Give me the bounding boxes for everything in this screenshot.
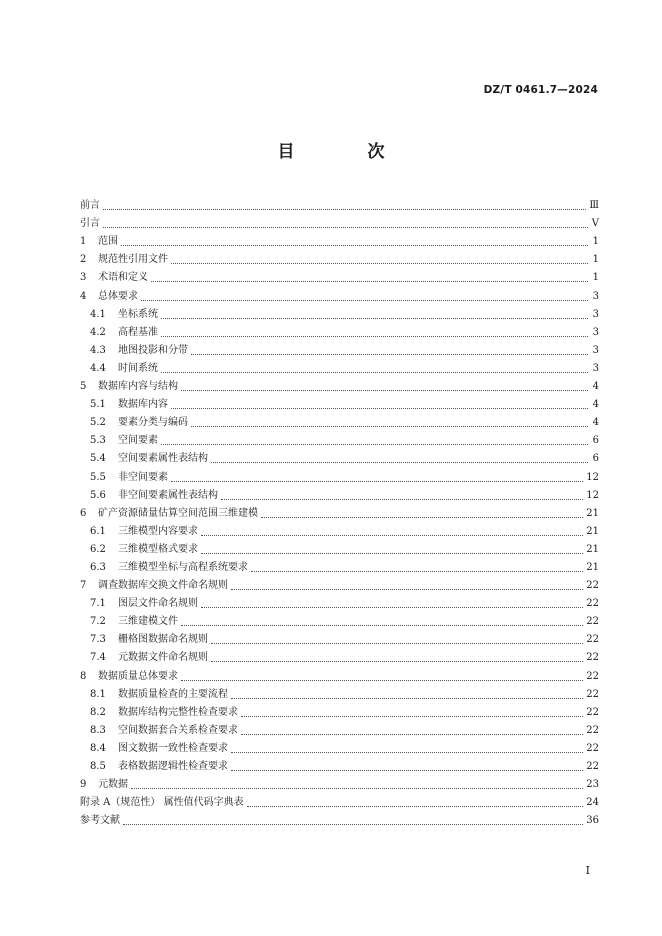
toc-entry-number: 6.1 — [90, 525, 106, 537]
dot-leader — [261, 517, 583, 518]
toc-entry-number: 7.1 — [90, 598, 106, 610]
toc-entry-number: 6.2 — [90, 543, 106, 555]
toc-entry-label: 栅格图数据命名规则 — [118, 634, 208, 646]
toc-entry-page: 12 — [586, 489, 599, 501]
toc-entry[interactable] — [80, 628, 599, 646]
toc-entry[interactable] — [80, 502, 599, 520]
toc-entry-number: 8.3 — [90, 724, 106, 736]
toc-entry-label: 参考文献 — [80, 815, 120, 827]
toc-entry-number: 1 — [80, 236, 87, 248]
dot-leader — [221, 499, 583, 500]
toc-entry-label: 引言 — [80, 218, 100, 230]
toc-entry-label: 坐标系统 — [118, 308, 158, 320]
toc-entry-number: 6 — [80, 507, 87, 519]
toc-entry-number: 8.4 — [90, 742, 106, 754]
toc-entry[interactable] — [80, 791, 599, 809]
toc-entry-page: 22 — [586, 598, 599, 610]
toc-entry-page: 3 — [592, 326, 599, 338]
toc-entry-page: 22 — [586, 580, 599, 592]
toc-entry[interactable] — [80, 321, 599, 339]
toc-entry-page: 1 — [592, 236, 599, 248]
dot-leader — [241, 716, 583, 717]
toc-entry[interactable] — [80, 357, 599, 375]
toc-entry-page: 3 — [592, 290, 599, 302]
dot-leader — [181, 680, 583, 681]
toc-entry-page: 4 — [592, 399, 599, 411]
toc-entry-number: 5.3 — [90, 435, 106, 447]
toc-entry-label: 矿产资源储量估算空间范围三维建模 — [98, 507, 258, 519]
toc-entry-number: 5.1 — [90, 399, 106, 411]
toc-entry-page: 21 — [586, 543, 599, 555]
toc-entry[interactable] — [80, 701, 599, 719]
dot-leader — [231, 770, 583, 771]
dot-leader — [103, 209, 586, 210]
toc-entry-label: 三维模型格式要求 — [118, 543, 198, 555]
toc-entry-page: 23 — [586, 779, 599, 791]
toc-entry[interactable] — [80, 393, 599, 411]
toc-entry-label: 图层文件命名规则 — [118, 598, 198, 610]
dot-leader — [211, 643, 583, 644]
toc-entry[interactable] — [80, 284, 599, 302]
dot-leader — [247, 806, 584, 807]
dot-leader — [231, 752, 583, 753]
toc-entry-number: 5.6 — [90, 489, 106, 501]
toc-entry-number: 7.2 — [90, 616, 106, 628]
toc-entry-page: 24 — [586, 797, 599, 809]
toc-entry-label: 空间数据套合关系检查要求 — [118, 724, 238, 736]
toc-entry-page: 3 — [592, 308, 599, 320]
toc-entry-label: 范围 — [98, 236, 118, 248]
toc-entry-number: 4.4 — [90, 362, 106, 374]
toc-entry[interactable] — [80, 592, 599, 610]
toc-entry-page: 22 — [586, 652, 599, 664]
toc-entry-label: 数据质量检查的主要流程 — [118, 688, 228, 700]
toc-entry-number: 9 — [80, 779, 87, 791]
toc-entry-label: 三维模型内容要求 — [118, 525, 198, 537]
dot-leader — [161, 444, 588, 445]
toc-entry[interactable] — [80, 212, 599, 230]
toc-entry-number: 5 — [80, 381, 87, 393]
toc-entry-page: 21 — [586, 561, 599, 573]
toc-entry-label: 三维模型坐标与高程系统要求 — [118, 561, 248, 573]
dot-leader — [181, 390, 588, 391]
toc-entry-page: 4 — [592, 417, 599, 429]
dot-leader — [231, 589, 583, 590]
toc-entry-number: 8.2 — [90, 706, 106, 718]
dot-leader — [171, 481, 583, 482]
dot-leader — [121, 245, 588, 246]
standard-code: DZ/T 0461.7—2024 — [483, 84, 598, 96]
toc-entry-page: 6 — [592, 435, 599, 447]
toc-entry[interactable] — [80, 556, 599, 574]
toc-entry-number: 4 — [80, 290, 87, 302]
toc-entry[interactable] — [80, 248, 599, 266]
dot-leader — [171, 263, 588, 264]
dot-leader — [191, 354, 588, 355]
toc-entry[interactable] — [80, 303, 599, 321]
toc-entry-label: 要素分类与编码 — [118, 417, 188, 429]
toc-entry-label: 时间系统 — [118, 362, 158, 374]
toc-entry-label: 空间要素 — [118, 435, 158, 447]
toc-entry-label: 规范性引用文件 — [98, 254, 168, 266]
toc-entry[interactable] — [80, 230, 599, 248]
toc-entry-number: 5.4 — [90, 453, 106, 465]
toc-entry-label: 总体要求 — [98, 290, 138, 302]
toc-entry-page: 1 — [592, 254, 599, 266]
toc-entry-label: 数据库结构完整性检查要求 — [118, 706, 238, 718]
toc-entry-number: 7.4 — [90, 652, 106, 664]
toc-entry[interactable] — [80, 773, 599, 791]
toc-entry-label: 高程基准 — [118, 326, 158, 338]
toc-entry-page: Ⅲ — [589, 200, 599, 212]
toc-entry-page: 36 — [586, 815, 599, 827]
toc-entry-page: 22 — [586, 706, 599, 718]
toc-entry-label: 元数据 — [98, 779, 128, 791]
toc-entry[interactable] — [80, 465, 599, 483]
toc-entry-number: 8 — [80, 670, 87, 682]
toc-entry-number: 4.1 — [90, 308, 106, 320]
toc-entry[interactable] — [80, 339, 599, 357]
toc-entry-label: 调查数据库交换文件命名规则 — [98, 580, 228, 592]
dot-leader — [181, 625, 583, 626]
toc-entry-label: 元数据文件命名规则 — [118, 652, 208, 664]
toc-entry-number: 2 — [80, 254, 87, 266]
toc-entry-page: 3 — [592, 344, 599, 356]
toc-entry-page: 22 — [586, 724, 599, 736]
toc-entry-number: 6.3 — [90, 561, 106, 573]
dot-leader — [251, 571, 583, 572]
toc-entry-number: 5.5 — [90, 471, 106, 483]
toc-entry[interactable] — [80, 610, 599, 628]
toc-entry[interactable] — [80, 737, 599, 755]
toc-entry[interactable] — [80, 520, 599, 538]
dot-leader — [201, 607, 583, 608]
page-title: 目 次 — [277, 142, 413, 162]
toc-entry[interactable] — [80, 664, 599, 682]
toc-entry-page: Ⅴ — [591, 218, 599, 230]
dot-leader — [103, 227, 588, 228]
toc-entry[interactable] — [80, 266, 599, 284]
toc-entry-page: 22 — [586, 634, 599, 646]
toc-entry-page: 6 — [592, 453, 599, 465]
toc-entry-page: 12 — [586, 471, 599, 483]
toc-entry-page: 21 — [586, 525, 599, 537]
toc-entry-label: 前言 — [80, 200, 100, 212]
dot-leader — [171, 408, 588, 409]
toc-entry-number: 3 — [80, 272, 87, 284]
toc-entry-label: 非空间要素 — [118, 471, 168, 483]
toc-entry[interactable] — [80, 194, 599, 212]
dot-leader — [201, 535, 583, 536]
toc-entry-number: 5.2 — [90, 417, 106, 429]
toc-entry-page: 22 — [586, 742, 599, 754]
toc-entry[interactable] — [80, 411, 599, 429]
toc-entry-label: 术语和定义 — [98, 272, 148, 284]
toc-entry-label: 地图投影和分带 — [118, 344, 188, 356]
toc-entry[interactable] — [80, 538, 599, 556]
toc-entry-page: 22 — [586, 670, 599, 682]
dot-leader — [161, 336, 588, 337]
dot-leader — [161, 372, 588, 373]
toc-entry-page: 1 — [592, 272, 599, 284]
toc-entry-label: 图文数据一致性检查要求 — [118, 742, 228, 754]
toc-entry[interactable] — [80, 429, 599, 447]
toc-entry-number: 7.3 — [90, 634, 106, 646]
toc-entry-page: 4 — [592, 381, 599, 393]
toc-entry-page: 3 — [592, 362, 599, 374]
dot-leader — [201, 553, 583, 554]
toc-entry-number: 8.1 — [90, 688, 106, 700]
dot-leader — [231, 698, 583, 699]
toc-entry[interactable] — [80, 809, 599, 827]
dot-leader — [123, 824, 583, 825]
toc-entry-number: 4.3 — [90, 344, 106, 356]
dot-leader — [131, 788, 583, 789]
toc-entry-label: 非空间要素属性表结构 — [118, 489, 218, 501]
dot-leader — [241, 734, 583, 735]
toc-entry-label: 三维建模文件 — [118, 616, 178, 628]
dot-leader — [141, 300, 588, 301]
toc-entry[interactable] — [80, 447, 599, 465]
toc-entry-number: 7 — [80, 580, 87, 592]
toc-entry[interactable] — [80, 484, 599, 502]
dot-leader — [161, 318, 588, 319]
toc-entry[interactable] — [80, 574, 599, 592]
toc-entry-label: 表格数据逻辑性检查要求 — [118, 761, 228, 772]
toc-entry-label: 空间要素属性表结构 — [118, 453, 208, 465]
toc-entry-page: 21 — [586, 507, 599, 519]
toc-entry-number: 4.2 — [90, 326, 106, 338]
toc-entry[interactable] — [80, 719, 599, 737]
toc-entry[interactable] — [80, 755, 599, 773]
dot-leader — [151, 281, 588, 282]
toc-entry[interactable] — [80, 683, 599, 701]
toc-entry-label: 附录 A（规范性） 属性值代码字典表 — [80, 797, 244, 809]
toc-entry[interactable] — [80, 375, 599, 393]
toc-entry-number: 8.5 — [90, 761, 106, 772]
table-of-contents — [80, 194, 599, 827]
toc-entry-page: 22 — [586, 761, 599, 772]
toc-entry[interactable] — [80, 646, 599, 664]
dot-leader — [211, 661, 583, 662]
toc-entry-page: 22 — [586, 616, 599, 628]
dot-leader — [191, 426, 588, 427]
page-number: I — [585, 864, 590, 877]
dot-leader — [211, 462, 588, 463]
toc-entry-label: 数据库内容 — [118, 399, 168, 411]
toc-entry-label: 数据库内容与结构 — [98, 381, 178, 393]
toc-entry-page: 22 — [586, 688, 599, 700]
toc-entry-label: 数据质量总体要求 — [98, 670, 178, 682]
